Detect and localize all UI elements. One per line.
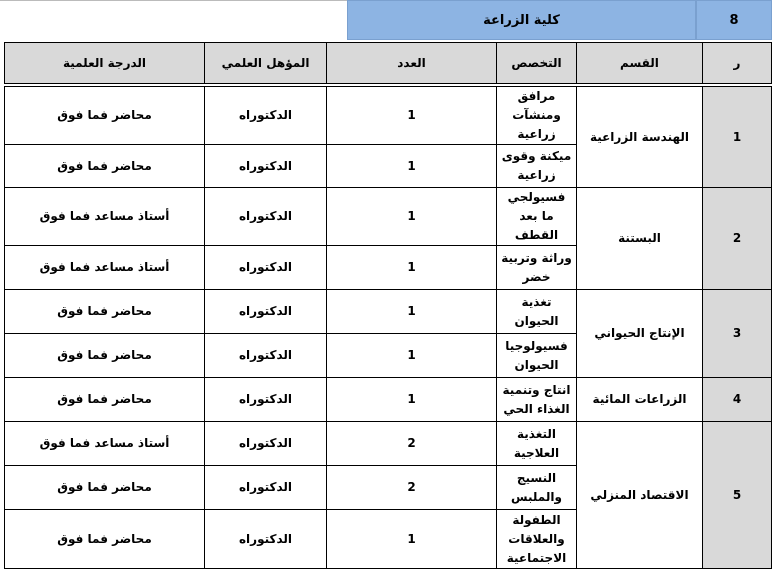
department-number: 1 — [703, 87, 772, 188]
rank-cell: محاضر فما فوق — [5, 466, 205, 510]
count-cell: 1 — [327, 188, 497, 246]
rank-cell: محاضر فما فوق — [5, 87, 205, 145]
rank-cell: محاضر فما فوق — [5, 378, 205, 422]
count-cell: 1 — [327, 246, 497, 290]
rank-cell: محاضر فما فوق — [5, 290, 205, 334]
rank-cell: محاضر فما فوق — [5, 334, 205, 378]
qualification-cell: الدكتوراه — [205, 466, 327, 510]
col-header-rank: الدرجة العلمية — [5, 43, 205, 84]
rank-cell: أستاذ مساعد فما فوق — [5, 188, 205, 246]
department-number: 5 — [703, 422, 772, 569]
count-cell: 1 — [327, 87, 497, 145]
table-row — [5, 422, 772, 466]
qualification-cell: الدكتوراه — [205, 290, 327, 334]
department-number: 4 — [703, 378, 772, 422]
specialty-cell: النسيج والملبس — [497, 466, 577, 510]
col-header-qualification: المؤهل العلمي — [205, 43, 327, 84]
rank-cell: محاضر فما فوق — [5, 145, 205, 188]
table-row — [5, 87, 772, 145]
table-row — [5, 188, 772, 246]
col-header-num: ر — [703, 43, 772, 84]
department-number: 3 — [703, 290, 772, 378]
college-title-cell: كلية الزراعة — [347, 0, 696, 40]
rank-cell: أستاذ مساعد فما فوق — [5, 422, 205, 466]
specialty-cell: ميكنة وقوى زراعية — [497, 145, 577, 188]
qualification-cell: الدكتوراه — [205, 145, 327, 188]
qualification-cell: الدكتوراه — [205, 188, 327, 246]
department-number: 2 — [703, 188, 772, 290]
department-name: الاقتصاد المنزلي — [577, 422, 703, 569]
count-cell: 2 — [327, 422, 497, 466]
header-top-border — [0, 0, 347, 1]
qualification-cell: الدكتوراه — [205, 510, 327, 569]
department-name: الهندسة الزراعية — [577, 87, 703, 188]
qualification-cell: الدكتوراه — [205, 246, 327, 290]
count-cell: 1 — [327, 378, 497, 422]
specialty-cell: فسيولوجيا الحيوان — [497, 334, 577, 378]
table-header-row — [5, 43, 772, 84]
table-row — [5, 290, 772, 334]
specialty-cell: فسيولجي ما بعد القطف — [497, 188, 577, 246]
table-row — [5, 378, 772, 422]
qualification-cell: الدكتوراه — [205, 378, 327, 422]
qualification-cell: الدكتوراه — [205, 87, 327, 145]
department-name: البستنة — [577, 188, 703, 290]
count-cell: 1 — [327, 290, 497, 334]
specialty-cell: الطفولة والعلاقات الاجتماعية — [497, 510, 577, 569]
positions-table — [4, 42, 772, 569]
department-name: الإنتاج الحيواني — [577, 290, 703, 378]
col-header-count: العدد — [327, 43, 497, 84]
specialty-cell: التغذية العلاجية — [497, 422, 577, 466]
specialty-cell: مرافق ومنشآت زراعية — [497, 87, 577, 145]
col-header-department: القسم — [577, 43, 703, 84]
count-cell: 2 — [327, 466, 497, 510]
specialty-cell: انتاج وتنمية الغذاء الحي — [497, 378, 577, 422]
count-cell: 1 — [327, 510, 497, 569]
col-header-specialty: التخصص — [497, 43, 577, 84]
specialty-cell: وراثة وتربية خضر — [497, 246, 577, 290]
rank-cell: أستاذ مساعد فما فوق — [5, 246, 205, 290]
specialty-cell: تغذية الحيوان — [497, 290, 577, 334]
college-index-cell: 8 — [696, 0, 772, 40]
count-cell: 1 — [327, 334, 497, 378]
department-name: الزراعات المائية — [577, 378, 703, 422]
qualification-cell: الدكتوراه — [205, 334, 327, 378]
qualification-cell: الدكتوراه — [205, 422, 327, 466]
rank-cell: محاضر فما فوق — [5, 510, 205, 569]
count-cell: 1 — [327, 145, 497, 188]
